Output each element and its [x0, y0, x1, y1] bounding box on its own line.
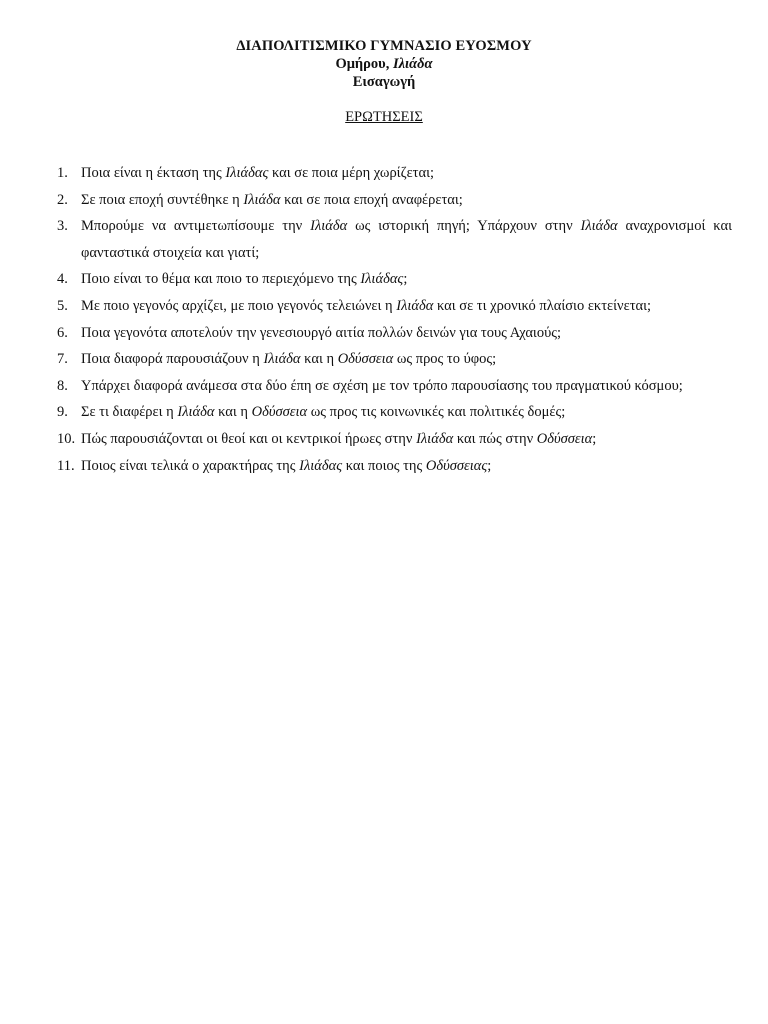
document-header	[0, 37, 768, 91]
question-text	[81, 426, 732, 453]
school-name: ΔΙΑΠΟΛΙΤΙΣΜΙΚΟ ΓΥΜΝΑΣΙΟ ΕΥΟΣΜΟΥ	[236, 38, 532, 54]
question-text-italic: Οδύσσειας	[425, 457, 488, 474]
question-number: 10.	[57, 430, 76, 447]
question-text-segment: Ποια διαφορά παρουσιάζουν η	[81, 351, 264, 368]
question-text-italic: Ιλιάδα	[263, 351, 301, 368]
question-number: 5.	[57, 297, 68, 314]
question-item	[0, 293, 768, 320]
question-text-italic: Ιλιάδας	[225, 165, 269, 181]
question-text-italic: Ιλιάδα	[310, 218, 348, 235]
question-text	[81, 160, 732, 187]
question-text-segment: Μπορούμε να αντιμετωπίσουμε την	[81, 218, 311, 235]
question-text	[81, 213, 732, 266]
question-item	[0, 373, 768, 400]
question-text-italic: Οδύσσεια	[536, 430, 593, 447]
question-text-italic: Οδύσσεια	[251, 404, 308, 421]
question-text	[81, 266, 732, 293]
question-text	[81, 320, 732, 347]
question-number: 6.	[57, 324, 68, 341]
question-item	[0, 266, 768, 293]
question-item	[0, 187, 768, 214]
question-item	[0, 160, 768, 187]
question-number: 3.	[57, 218, 68, 235]
question-item	[0, 320, 768, 347]
question-text-italic: Ιλιάδα	[396, 297, 434, 314]
question-item	[0, 213, 768, 266]
question-item	[0, 426, 768, 453]
question-text	[81, 399, 732, 426]
question-text	[81, 453, 732, 480]
question-text-italic: Ιλιάδα	[243, 191, 281, 208]
question-text	[81, 187, 732, 214]
question-text-segment: και η	[214, 404, 252, 421]
question-number: 8.	[57, 377, 68, 394]
question-text-segment: ;	[592, 430, 597, 447]
question-text-segment: και ποιος της	[342, 457, 426, 474]
question-text-segment: και σε τι χρονικό πλαίσιο εκτείνεται;	[433, 297, 652, 314]
question-text-segment: Σε ποια εποχή συντέθηκε η	[81, 191, 244, 208]
work-title: Ιλιάδα	[392, 56, 433, 72]
question-item	[0, 399, 768, 426]
question-text-italic: Ιλιάδας	[360, 271, 404, 288]
question-text	[81, 346, 732, 373]
question-text-segment: Πώς παρουσιάζονται οι θεοί και οι κεντρικοί ήρωες στην	[81, 430, 417, 447]
question-text	[81, 373, 732, 400]
questions-heading: ΕΡΩΤΗΣΕΙΣ	[345, 109, 423, 125]
question-text-segment: ;	[487, 457, 492, 474]
question-number: 7.	[57, 351, 68, 368]
question-text-segment: Ποιο είναι το θέμα και ποιο το περιεχόμενο της	[81, 271, 361, 288]
question-text-segment: Ποιος είναι τελικά ο χαρακτήρας της	[81, 457, 300, 474]
section-title: Εισαγωγή	[352, 74, 416, 90]
question-item	[0, 453, 768, 480]
question-text-segment: και σε ποια εποχή αναφέρεται;	[280, 191, 463, 208]
question-text-segment: ως προς το ύφος;	[393, 351, 497, 368]
question-text-segment: ως προς τις κοινωνικές και πολιτικές δομές;	[307, 404, 566, 421]
question-text-segment: ;	[403, 271, 408, 288]
question-text-segment: και σε ποια μέρη χωρίζεται;	[268, 165, 435, 181]
question-text-segment: και πώς στην	[453, 430, 537, 447]
question-number: 2.	[57, 191, 68, 208]
question-text	[81, 293, 732, 320]
question-number: 11.	[57, 457, 75, 474]
question-text-segment: ως ιστορική πηγή; Υπάρχουν στην	[347, 218, 581, 235]
question-item	[0, 346, 768, 373]
work-title-line	[0, 55, 768, 73]
question-text-segment: Ποια είναι η έκταση της	[81, 165, 226, 181]
question-number: 9.	[57, 404, 68, 421]
question-number: 4.	[57, 271, 68, 288]
question-text-italic: Ιλιάδα	[177, 404, 215, 421]
question-text-segment: Υπάρχει διαφορά ανάμεσα στα δύο έπη σε σχέση με τον τρόπο παρουσίασης του πραγματικού κόσμου;	[81, 377, 683, 394]
question-number: 1.	[57, 165, 68, 181]
question-text-segment: αναχρονισμοί και φανταστικά στοιχεία και γιατί;	[81, 218, 732, 261]
questions-list	[0, 160, 768, 479]
work-author: Ομήρου,	[335, 56, 393, 72]
question-text-segment: Σε τι διαφέρει η	[81, 404, 178, 421]
question-text-italic: Ιλιάδα	[416, 430, 454, 447]
question-text-segment: Ποια γεγονότα αποτελούν την γενεσιουργό αιτία πολλών δεινών για τους Αχαιούς;	[81, 324, 562, 341]
question-text-segment: Με ποιο γεγονός αρχίζει, με ποιο γεγονός τελειώνει η	[81, 297, 397, 314]
question-text-italic: Ιλιάδας	[299, 457, 343, 474]
question-text-segment: και η	[300, 351, 338, 368]
question-text-italic: Ιλιάδα	[580, 218, 618, 235]
question-text-italic: Οδύσσεια	[337, 351, 394, 368]
